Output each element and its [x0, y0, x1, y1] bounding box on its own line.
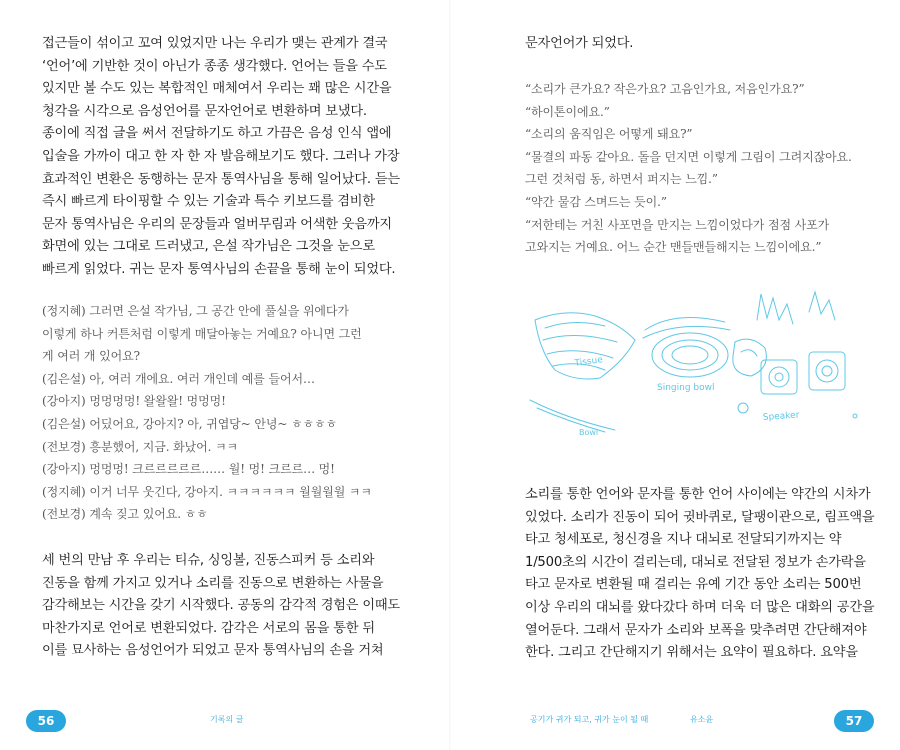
footer-section-title: 기록의 글: [210, 715, 244, 724]
left-dialogue: [42, 300, 372, 526]
text-line: 한다. 그리고 간단해지기 위해서는 요약이 필요하다. 요약을: [525, 645, 858, 661]
text-line: 열어둔다. 그래서 문자가 소리와 보폭을 맞추려면 간단해져야: [525, 622, 867, 638]
sketch-label-tissue: Tissue: [574, 355, 604, 369]
dialogue-line: (강아지) 멍멍멍! 크르르르르르…… 월! 멍! 크르르… 멍!: [42, 462, 335, 477]
dialogue-line: (정지혜) 이거 너무 웃긴다, 강아지. ㅋㅋㅋㅋㅋㅋ 월월월월 ㅋㅋ: [42, 484, 372, 499]
text-line: 문자 통역사님은 우리의 문장들과 얼버무림과 어색한 웃음까지: [42, 216, 392, 232]
dialogue-line: (전보경) 흥분했어, 지금. 화났어. ㅋㅋ: [42, 439, 239, 454]
text-line: 즉시 빠르게 타이핑할 수 있는 기술과 특수 키보드를 겸비한: [42, 194, 375, 210]
dialogue-line: 이렇게 하나 커튼처럼 이렇게 매달아놓는 거예요? 아니면 그런: [42, 326, 362, 341]
dialogue-line: (전보경) 계속 짖고 있어요. ㅎㅎ: [42, 507, 208, 522]
text-line: 진동을 함께 가지고 있거나 소리를 진동으로 변환하는 사물을: [42, 575, 384, 591]
footer-author: 유소윤: [690, 715, 714, 724]
dialogue-line: 그런 것처럼 동, 하면서 퍼지는 느낌.”: [525, 172, 718, 187]
sound-sketch-illustration: [525, 290, 870, 440]
page-number-left: 56: [26, 710, 66, 732]
right-paragraph-top: [525, 33, 633, 56]
text-line: 소리를 통한 언어와 문자를 통한 언어 사이에는 약간의 시차가: [525, 487, 871, 502]
text-line: 문자언어가 되었다.: [525, 36, 634, 51]
text-line: 효과적인 변환은 동행하는 문자 통역사님을 통해 일어났다. 듣는: [42, 171, 400, 187]
singing-bowl-sketch: [643, 318, 766, 394]
text-line: 세 번의 만남 후 우리는 티슈, 싱잉볼, 진동스피커 등 소리와: [42, 553, 375, 568]
text-line: 1/500초의 시간이 걸리는데, 대뇌로 전달된 정보가 손가락을: [525, 554, 866, 570]
dialogue-line: “소리가 큰가요? 작은가요? 고음인가요, 저음인가요?”: [525, 82, 805, 96]
sketch-label-speaker: Speaker: [762, 410, 800, 423]
tissue-sketch: [530, 313, 635, 437]
text-line: 접근들이 섞이고 꼬여 있었지만 나는 우리가 맺는 관계가 결국: [42, 36, 388, 51]
dialogue-line: “물결의 파동 같아요. 돌을 던지면 이렇게 그림이 그려지잖아요.: [525, 149, 852, 164]
sketch-label-singing-bowl: Singing bowl: [657, 383, 715, 393]
dialogue-line: “하이톤이에요.”: [525, 104, 610, 119]
text-line: 이를 묘사하는 음성언어가 되었고 문자 통역사님의 손을 거쳐: [42, 643, 384, 659]
dialogue-line: (강아지) 멍멍멍멍! 왈왈왈! 멍멍멍!: [42, 394, 226, 409]
dialogue-line: “소리의 움직임은 어떻게 돼요?”: [525, 127, 693, 142]
dialogue-line: 고와지는 거예요. 어느 순간 맨들맨들해지는 느낌이에요.”: [525, 240, 822, 255]
dialogue-line: 게 여러 개 있어요?: [42, 349, 140, 364]
right-paragraph-bottom: [525, 484, 874, 665]
text-line: 타고 청세포로, 청신경을 지나 대뇌로 전달되기까지는 약: [525, 532, 842, 548]
dialogue-line: (김은설) 아, 여러 개에요. 여러 개인데 예를 들어서…: [42, 371, 315, 386]
text-line: 있었다. 소리가 진동이 되어 귓바퀴로, 달팽이관으로, 림프액을: [525, 509, 875, 525]
text-line: 마찬가지로 언어로 변환되었다. 감각은 서로의 몸을 통한 뒤: [42, 620, 375, 636]
sketch-label-bowl: Bowl: [579, 428, 599, 437]
text-line: 화면에 있는 그대로 드러냈고, 은설 작가님은 그것을 눈으로: [42, 239, 375, 255]
dialogue-line: (정지혜) 그러면 은설 작가님, 그 공간 안에 풀실을 위에다가: [42, 304, 349, 318]
dialogue-line: “약간 물감 스며드는 듯이.”: [525, 194, 667, 209]
text-line: 빠르게 읽었다. 귀는 문자 통역사님의 손끝을 통해 눈이 되었다.: [42, 261, 396, 277]
text-line: 청각을 시각으로 음성언어를 문자언어로 변환하며 보냈다.: [42, 103, 367, 119]
text-line: ‘언어’에 기반한 것이 아닌가 종종 생각했다. 언어는 들을 수도: [42, 58, 387, 74]
text-line: 감각해보는 시간을 갖기 시작했다. 공동의 감각적 경험은 이때도: [42, 598, 400, 614]
text-line: 입술을 가까이 대고 한 자 한 자 발음해보기도 했다. 그러나 가장: [42, 148, 400, 164]
footer-book-title: 공기가 귀가 되고, 귀가 눈이 될 때: [530, 715, 649, 724]
text-line: 이상 우리의 대뇌를 왔다갔다 하며 더욱 더 많은 대화의 공간을: [525, 599, 875, 615]
right-dialogue: [525, 78, 852, 259]
dialogue-line: “저한테는 거친 사포면을 만지는 느낌이었다가 점점 사포가: [525, 217, 830, 232]
page-number-right: 57: [834, 710, 874, 732]
speaker-sketch: [738, 292, 857, 423]
text-line: 종이에 직접 글을 써서 전달하기도 하고 가끔은 음성 인식 앱에: [42, 126, 392, 142]
left-paragraph-1: [42, 33, 400, 282]
left-paragraph-2: [42, 550, 400, 663]
dialogue-line: (김은설) 어딨어요, 강아지? 아, 귀엽당~ 안녕~ ㅎㅎㅎㅎ: [42, 416, 337, 431]
text-line: 타고 문자로 변환될 때 걸리는 유예 기간 동안 소리는 500번: [525, 577, 862, 593]
text-line: 있지만 볼 수도 있는 복합적인 매체여서 우리는 꽤 많은 시간을: [42, 81, 392, 97]
